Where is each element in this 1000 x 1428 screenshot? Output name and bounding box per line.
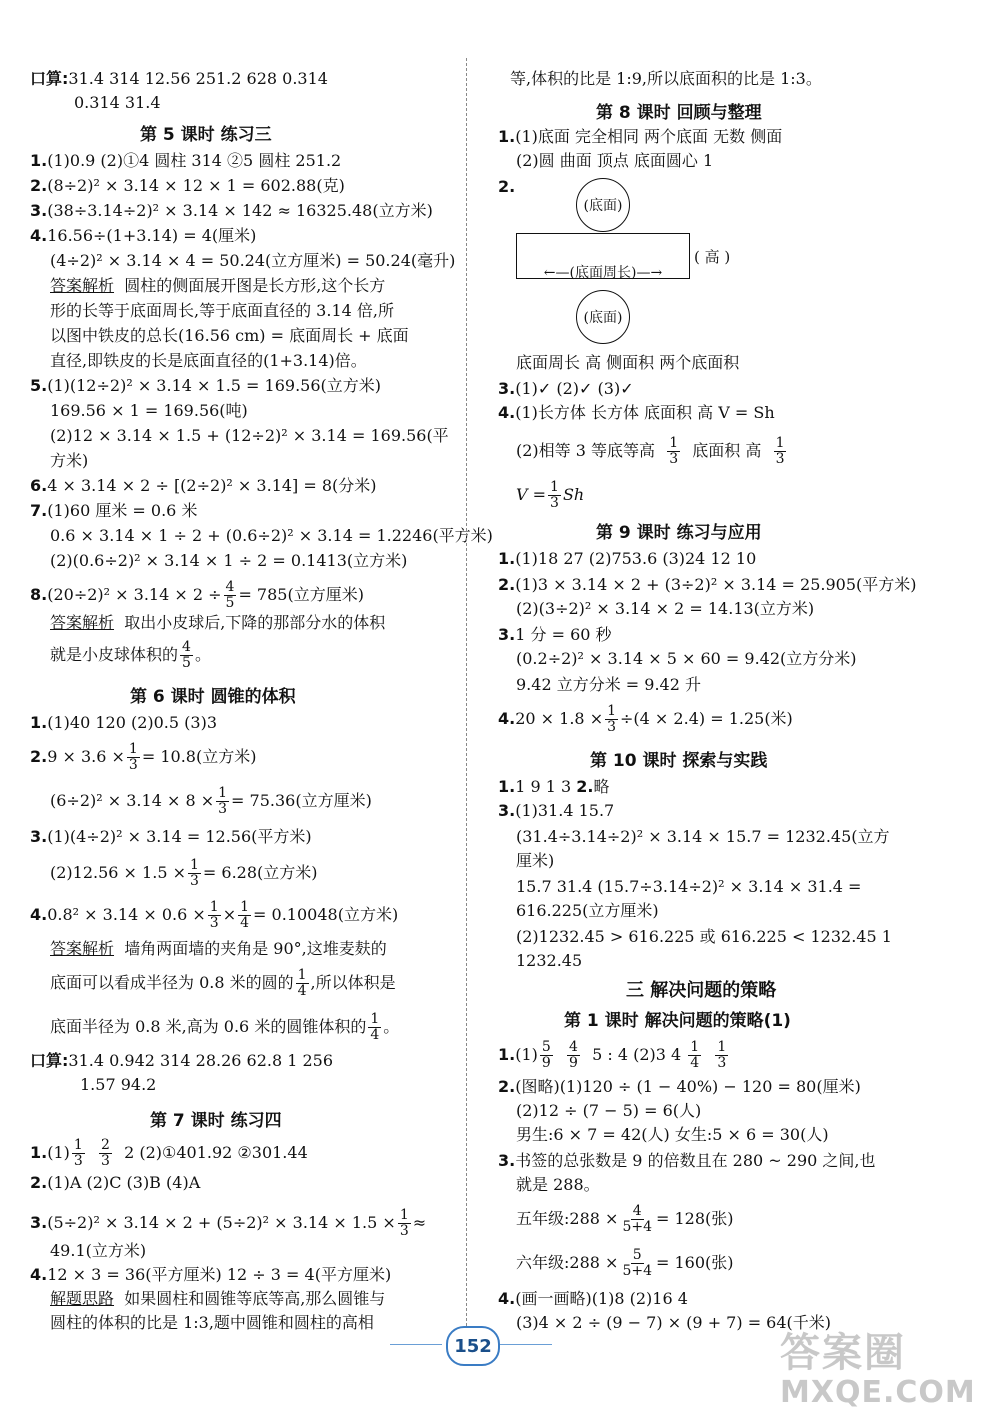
analysis-4-l2: 圆柱的体积的比是 1:3,题中圆锥和圆柱的高相 (50, 1313, 374, 1332)
q7-1: 1.(1) $\frac{1}{3}$ $\frac{2}{3}$ 2 (2)①401.92 ②301.44 (30, 1137, 308, 1169)
q8-4c: V = $\frac{1}{3}$ Sh (516, 479, 585, 511)
page-number: 152 (446, 1326, 500, 1366)
lesson-1-heading: 第 1 课时 解决问题的策略(1) (564, 1011, 791, 1031)
q6-2: 2.9 × 3.6 × $\frac{1}{3}$ = 10.8(立方米) (30, 741, 257, 773)
q8-1b: (2)圆 曲面 顶点 底面圆心 1 (516, 151, 714, 170)
q5-6: 6.4 × 3.14 × 2 ÷ [(2÷2)² × 3.14] = 8(分米) (30, 476, 377, 495)
q8-4b: (2)相等 3 等底等高 $\frac{1}{3}$ 底面积 高 $\frac{1}{3}$ (516, 435, 785, 467)
analysis-3-l3: 底面半径为 0.8 米,高为 0.6 米的圆锥体积的 $\frac{1}{4}$ 。 (50, 1011, 400, 1043)
q11-3c: 五年级:288 × $\frac{4}{5+4}$ = 128(张) (516, 1203, 734, 1235)
q5-5b: 169.56 × 1 = 169.56(吨) (50, 401, 248, 420)
kousuan-1: 口算:31.4 314 12.56 251.2 628 0.314 (30, 69, 328, 88)
q6-3: 3.(1)(4÷2)² × 3.14 = 12.56(平方米) (30, 827, 312, 846)
analysis-1-l2: 形的长等于底面周长,等于底面直径的 3.14 倍,所 (50, 301, 394, 320)
q10-3g: 1232.45 (516, 951, 583, 970)
kousuan-1-line2: 0.314 31.4 (74, 93, 161, 112)
q5-7: 7.(1)60 厘米 = 0.6 米 (30, 501, 198, 520)
q9-2b: (2)(3÷2)² × 3.14 × 2 = 14.13(立方米) (516, 599, 815, 618)
q9-3c: 9.42 立方分米 = 9.42 升 (516, 675, 702, 694)
q5-8: 8.(20÷2)² × 3.14 × 2 ÷ $\frac{4}{5}$ = 785(立方厘米) (30, 579, 364, 611)
fraction-4-5: $\frac{4}{5}$ (225, 579, 235, 611)
lesson-8-heading: 第 8 课时 回顾与整理 (596, 103, 762, 123)
q6-2b: (6÷2)² × 3.14 × 8 × $\frac{1}{3}$ = 75.36(立方厘米) (50, 785, 372, 817)
q11-3: 3.书签的总张数是 9 的倍数且在 280 ~ 290 之间,也 (498, 1151, 876, 1170)
q11-2: 2.(图略)(1)120 ÷ (1 − 40%) − 120 = 80(厘米) (498, 1077, 861, 1096)
q5-7b: 0.6 × 3.14 × 1 ÷ 2 + (0.6÷2)² × 3.14 = 1.2246(平方米) (50, 526, 493, 545)
q8-4: 4.(1)长方体 长方体 底面积 高 V = Sh (498, 403, 775, 422)
q11-2b: (2)12 ÷ (7 − 5) = 6(人) (516, 1101, 702, 1120)
footer-line-left (390, 1344, 442, 1345)
lesson-7-heading: 第 7 课时 练习四 (150, 1111, 282, 1131)
q5-2: 2.(8÷2)² × 3.14 × 12 × 1 = 602.88(克) (30, 176, 345, 195)
q11-3d: 六年级:288 × $\frac{5}{5+4}$ = 160(张) (516, 1247, 734, 1279)
height-label: ( 高 ) (694, 248, 731, 266)
analysis-1-l3: 以图中铁皮的总长(16.56 cm) = 底面周长 + 底面 (50, 326, 409, 345)
analysis-3-l2: 底面可以看成半径为 0.8 米的圆的 $\frac{1}{4}$ ,所以体积是 (50, 967, 396, 999)
q10-3c: 厘米) (516, 851, 555, 870)
watermark-logo: 答案圈 MXQE.COM (780, 1330, 976, 1410)
q11-2c: 男生:6 × 7 = 42(人) 女生:5 × 6 = 30(人) (516, 1125, 829, 1144)
q5-3: 3.(38÷3.14÷2)² × 3.14 × 142 ≈ 16325.48(立方米) (30, 201, 433, 220)
lesson-10-heading: 第 10 课时 探索与实践 (590, 751, 768, 771)
q8-1: 1.(1)底面 完全相同 两个底面 无数 侧面 (498, 127, 783, 146)
q9-3b: (0.2÷2)² × 3.14 × 5 × 60 = 9.42(立方分米) (516, 649, 857, 668)
q11-4: 4.(画一画略)(1)8 (2)16 4 (498, 1289, 688, 1308)
q7-3b: 49.1(立方米) (50, 1241, 147, 1260)
analysis-2-l2: 就是小皮球体积的 $\frac{4}{5}$ 。 (50, 639, 211, 671)
q11-1: 1.(1) $\frac{5}{9}$ $\frac{4}{9}$ 5 : 4 (2)3 4 $\frac{1}{4}$ $\frac{1}{3}$ (498, 1039, 727, 1071)
top-circle: (底面) (576, 178, 630, 232)
q9-2: 2.(1)3 × 3.14 × 2 + (3÷2)² × 3.14 = 25.905(平方米) (498, 575, 917, 594)
q5-5c: (2)12 × 3.14 × 1.5 + (12÷2)² × 3.14 = 169.56(平 (50, 426, 449, 445)
q6-3b: (2)12.56 × 1.5 × $\frac{1}{3}$ = 6.28(立方米) (50, 857, 318, 889)
q5-4: 4.16.56÷(1+3.14) = 4(厘米) (30, 226, 257, 245)
q7-4: 4.12 × 3 = 36(平方厘米) 12 ÷ 3 = 4(平方厘米) (30, 1265, 392, 1284)
bottom-circle: (底面) (576, 290, 630, 344)
analysis-3: 答案解析 墙角两面墙的夹角是 90°,这堆麦麸的 (50, 939, 387, 958)
q10-1: 1.1 9 1 3 2.略 (498, 777, 610, 796)
footer-line-right (500, 1344, 552, 1345)
q5-4b: (4÷2)² × 3.14 × 4 = 50.24(立方厘米) = 50.24(毫升) (50, 251, 456, 270)
q9-4: 4.20 × 1.8 × $\frac{1}{3}$ ÷(4 × 2.4) = 1.25(米) (498, 703, 793, 735)
q9-3: 3.1 分 = 60 秒 (498, 625, 612, 644)
analysis-4: 解题思路 如果圆柱和圆锥等底等高,那么圆锥与 (50, 1289, 386, 1308)
lesson-9-heading: 第 9 课时 练习与应用 (596, 523, 762, 543)
q6-1: 1.(1)40 120 (2)0.5 (3)3 (30, 713, 217, 732)
unit-heading: 三 解决问题的策略 (626, 980, 777, 1001)
analysis-1: 答案解析 圆柱的侧面展开图是长方形,这个长方 (50, 276, 386, 295)
q6-4: 4.0.8² × 3.14 × 0.6 × $\frac{1}{3}$ × $\frac{1}{4}$ = 0.10048(立方米) (30, 899, 399, 931)
right-continuation: 等,体积的比是 1:9,所以底面积的比是 1:3。 (510, 69, 822, 88)
lesson-6-heading: 第 6 课时 圆锥的体积 (130, 687, 296, 707)
lesson-5-heading: 第 5 课时 练习三 (140, 125, 272, 145)
kousuan-2-line2: 1.57 94.2 (80, 1075, 157, 1094)
q5-5: 5.(1)(12÷2)² × 3.14 × 1.5 = 169.56(立方米) (30, 376, 382, 395)
q5-7c: (2)(0.6÷2)² × 3.14 × 1 ÷ 2 = 0.1413(立方米) (50, 551, 408, 570)
analysis-1-l4: 直径,即铁皮的长是底面直径的(1+3.14)倍。 (50, 351, 367, 370)
q8-2-answer: 底面周长 高 侧面积 两个底面积 (516, 353, 740, 372)
width-arrow: ←—(底面周长)—→ (543, 265, 663, 281)
column-divider (466, 58, 467, 1326)
q9-1: 1.(1)18 27 (2)753.6 (3)24 12 10 (498, 549, 757, 568)
analysis-2: 答案解析 取出小皮球后,下降的那部分水的体积 (50, 613, 386, 632)
q7-3: 3.(5÷2)² × 3.14 × 2 + (5÷2)² × 3.14 × 1.5 × $\frac{1}{3}$ ≈ (30, 1207, 427, 1239)
q10-3b: (31.4÷3.14÷2)² × 3.14 × 15.7 = 1232.45(立方 (516, 827, 890, 846)
q10-3: 3.(1)31.4 15.7 (498, 801, 615, 820)
q11-3b: 就是 288。 (516, 1175, 600, 1194)
q10-3d: 15.7 31.4 (15.7÷3.14÷2)² × 3.14 × 31.4 = (516, 877, 862, 896)
q11-4b: (3)4 × 2 ÷ (9 − 7) × (9 + 7) = 64(千米) (516, 1313, 832, 1332)
q10-3e: 616.225(立方厘米) (516, 901, 659, 920)
q10-3f: (2)1232.45 > 616.225 或 616.225 < 1232.45 1 (516, 927, 892, 946)
q8-2: 2. (498, 177, 516, 196)
q7-2: 2.(1)A (2)C (3)B (4)A (30, 1173, 201, 1192)
q8-3: 3.(1)✓ (2)✓ (3)✓ (498, 379, 634, 398)
kousuan-2: 口算:31.4 0.942 314 28.26 62.8 1 256 (30, 1051, 334, 1070)
q5-1: 1.(1)0.9 (2)①4 圆柱 314 ②5 圆柱 251.2 (30, 151, 342, 170)
q5-5d: 方米) (50, 451, 89, 470)
